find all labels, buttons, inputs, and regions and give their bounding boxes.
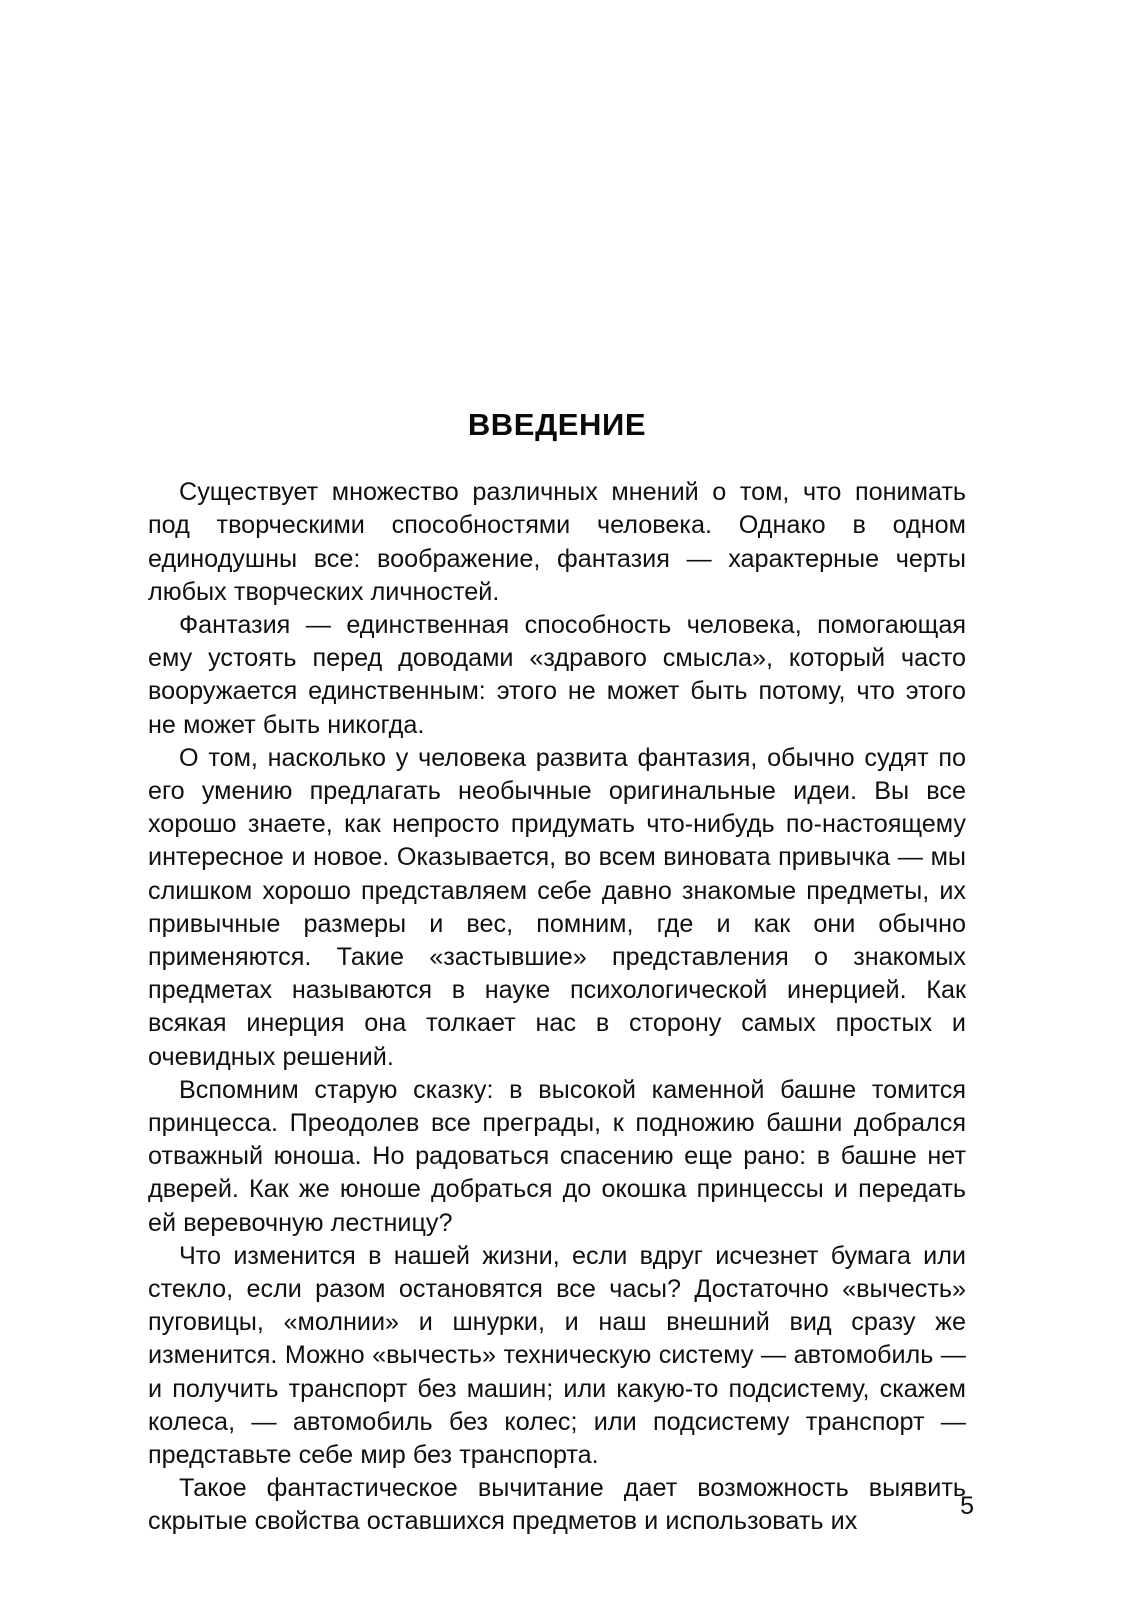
paragraph: Вспомним старую сказку: в высокой каменной башне томится принцесса. Преодолев все преграды, к подножию башни добрался отважный юноша. Но радоваться спасению еще рано: в башне нет дверей. Как же юноше добраться до окошка принцессы и передать ей веревочную лестницу? xyxy=(148,1075,966,1237)
paragraph: Что изменится в нашей жизни, если вдруг исчезнет бумага или стекло, если разом остановятся все часы? Достаточно «вычесть» пуговицы, «молнии» и шнурки, и наш внешний вид сразу же изменится. Можно «вычесть» техническую систему — автомобиль — и получить транспорт без машин; или какую-то подсистему, скажем колеса, — автомобиль без колес; или подсистему транспорт — представьте себе мир без транспорта. xyxy=(148,1241,966,1469)
paragraph: Фантазия — единственная способность человека, помогающая ему устоять перед доводами «здравого смысла», который часто вооружается единственным: этого не может быть потому, что этого не может быть никогда. xyxy=(148,610,966,739)
page-number: 5 xyxy=(960,1492,974,1520)
paragraph: Существует множество различных мнений о том, что понимать под творческими способностями человека. Однако в одном единодушны все: воображение, фантазия — характерные черты любых творческих личностей. xyxy=(148,478,966,606)
page-title: ВВЕДЕНИЕ xyxy=(467,407,647,442)
text-column xyxy=(148,408,966,1539)
paragraph: Такое фантастическое вычитание дает возможность выявить скрытые свойства оставшихся предметов и использовать их xyxy=(148,1474,966,1536)
paragraph: О том, насколько у человека развита фантазия, обычно судят по его умению предлагать необычные оригинальные идеи. Вы все хорошо знаете, как непросто придумать что-нибудь по-настоящему интересное и новое. Оказывается, во всем виновата привычка — мы слишком хорошо представляем себе давно знакомые предметы, их привычные размеры и вес, помним, где и как они обычно применяются. Такие «застывшие» представления о знакомых предметах называются в науке психологической инерцией. Как всякая инерция она толкает нас в сторону самых простых и очевидных решений. xyxy=(148,743,966,1071)
